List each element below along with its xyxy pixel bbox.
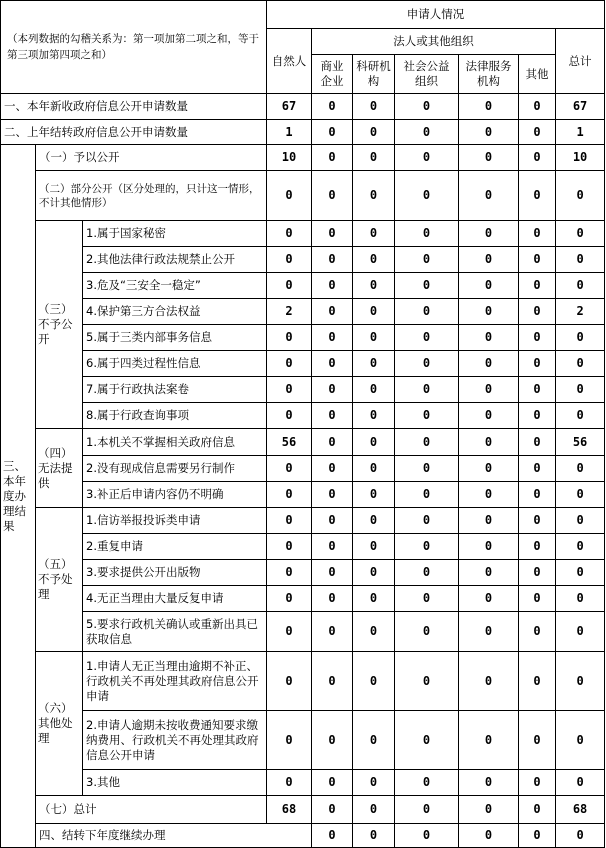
value-cell: 0 bbox=[267, 770, 312, 796]
value-cell: 0 bbox=[395, 377, 459, 403]
table-row bbox=[1, 403, 605, 429]
value-cell: 0 bbox=[556, 586, 605, 612]
value-cell: 0 bbox=[519, 403, 556, 429]
value-cell: 0 bbox=[312, 612, 353, 652]
value-cell: 0 bbox=[353, 770, 395, 796]
row-label: 5.要求行政机关确认或重新出具已获取信息 bbox=[83, 612, 267, 652]
value-cell: 0 bbox=[267, 652, 312, 711]
value-cell: 0 bbox=[459, 612, 519, 652]
table-row bbox=[1, 94, 605, 120]
row-label: 二、上年结转政府信息公开申请数量 bbox=[1, 120, 267, 145]
value-cell: 0 bbox=[395, 403, 459, 429]
value-cell: 0 bbox=[519, 796, 556, 824]
value-cell: 68 bbox=[556, 796, 605, 824]
value-cell: 0 bbox=[353, 377, 395, 403]
value-cell: 0 bbox=[395, 299, 459, 325]
value-cell: 0 bbox=[519, 456, 556, 482]
table-row bbox=[1, 120, 605, 145]
value-cell: 0 bbox=[395, 94, 459, 120]
value-cell: 0 bbox=[312, 711, 353, 770]
value-cell: 0 bbox=[353, 508, 395, 534]
value-cell: 0 bbox=[459, 534, 519, 560]
value-cell: 0 bbox=[353, 120, 395, 145]
table-row bbox=[1, 247, 605, 273]
value-cell: 0 bbox=[556, 456, 605, 482]
value-cell: 0 bbox=[459, 120, 519, 145]
value-cell: 0 bbox=[556, 221, 605, 247]
value-cell: 0 bbox=[395, 824, 459, 848]
value-cell: 0 bbox=[395, 351, 459, 377]
value-cell: 0 bbox=[519, 612, 556, 652]
value-cell: 67 bbox=[556, 94, 605, 120]
value-cell: 0 bbox=[395, 171, 459, 221]
value-cell: 0 bbox=[312, 560, 353, 586]
row-label: （一）予以公开 bbox=[36, 145, 267, 171]
value-cell: 0 bbox=[395, 711, 459, 770]
value-cell: 0 bbox=[395, 429, 459, 456]
value-cell: 0 bbox=[312, 456, 353, 482]
table-row bbox=[1, 482, 605, 508]
row-label: 2.没有现成信息需要另行制作 bbox=[83, 456, 267, 482]
value-cell: 0 bbox=[353, 560, 395, 586]
value-cell: 0 bbox=[519, 145, 556, 171]
value-cell: 0 bbox=[556, 247, 605, 273]
value-cell: 0 bbox=[556, 403, 605, 429]
table-row bbox=[1, 796, 605, 824]
value-cell: 0 bbox=[459, 299, 519, 325]
table-row bbox=[1, 456, 605, 482]
value-cell: 0 bbox=[267, 325, 312, 351]
row-label: 7.属于行政执法案卷 bbox=[83, 377, 267, 403]
table-row bbox=[1, 325, 605, 351]
value-cell: 0 bbox=[395, 652, 459, 711]
value-cell: 0 bbox=[395, 612, 459, 652]
value-cell: 0 bbox=[312, 247, 353, 273]
value-cell: 0 bbox=[267, 612, 312, 652]
table-row bbox=[1, 612, 605, 652]
value-cell: 0 bbox=[312, 482, 353, 508]
value-cell: 0 bbox=[519, 351, 556, 377]
row-label: 四、结转下年度继续办理 bbox=[36, 824, 312, 848]
value-cell: 0 bbox=[459, 145, 519, 171]
value-cell: 0 bbox=[459, 221, 519, 247]
value-cell: 0 bbox=[519, 247, 556, 273]
value-cell: 0 bbox=[519, 171, 556, 221]
value-cell: 0 bbox=[556, 824, 605, 848]
row-label: 5.属于三类内部事务信息 bbox=[83, 325, 267, 351]
value-cell: 0 bbox=[312, 325, 353, 351]
value-cell: 0 bbox=[395, 482, 459, 508]
group-label: （五）不予处理 bbox=[36, 508, 83, 652]
group-label: （六）其他处理 bbox=[36, 652, 83, 796]
other-header: 其他 bbox=[519, 55, 556, 94]
row-label: 3.危及“三安全一稳定” bbox=[83, 273, 267, 299]
value-cell: 0 bbox=[312, 120, 353, 145]
value-cell: 0 bbox=[353, 145, 395, 171]
table-row bbox=[1, 586, 605, 612]
value-cell: 0 bbox=[312, 586, 353, 612]
value-cell: 0 bbox=[353, 586, 395, 612]
value-cell: 0 bbox=[353, 456, 395, 482]
value-cell: 0 bbox=[312, 403, 353, 429]
table-row bbox=[1, 145, 605, 171]
value-cell: 1 bbox=[267, 120, 312, 145]
value-cell: 0 bbox=[312, 652, 353, 711]
value-cell: 0 bbox=[267, 586, 312, 612]
value-cell: 0 bbox=[556, 560, 605, 586]
legal-org-header: 法人或其他组织 bbox=[312, 29, 556, 55]
value-cell: 0 bbox=[353, 351, 395, 377]
value-cell: 0 bbox=[312, 508, 353, 534]
value-cell: 0 bbox=[395, 145, 459, 171]
value-cell: 0 bbox=[312, 429, 353, 456]
value-cell: 0 bbox=[459, 94, 519, 120]
value-cell: 0 bbox=[395, 273, 459, 299]
row-label: 2.其他法律行政法规禁止公开 bbox=[83, 247, 267, 273]
table-row bbox=[1, 824, 605, 848]
legal-service-header: 法律服务机构 bbox=[459, 55, 519, 94]
value-cell: 0 bbox=[353, 612, 395, 652]
value-cell: 0 bbox=[353, 482, 395, 508]
table-row bbox=[1, 429, 605, 456]
value-cell: 0 bbox=[556, 770, 605, 796]
table-row bbox=[1, 221, 605, 247]
value-cell: 0 bbox=[395, 247, 459, 273]
value-cell: 0 bbox=[556, 508, 605, 534]
value-cell: 0 bbox=[459, 273, 519, 299]
table-row bbox=[1, 770, 605, 796]
row-label: 4.无正当理由大量反复申请 bbox=[83, 586, 267, 612]
value-cell: 0 bbox=[395, 770, 459, 796]
value-cell: 0 bbox=[395, 534, 459, 560]
value-cell: 0 bbox=[459, 824, 519, 848]
value-cell: 0 bbox=[519, 586, 556, 612]
row-label: 4.保护第三方合法权益 bbox=[83, 299, 267, 325]
value-cell: 0 bbox=[267, 221, 312, 247]
row-label: 2.申请人逾期未按收费通知要求缴纳费用、行政机关不再处理其政府信息公开申请 bbox=[83, 711, 267, 770]
value-cell: 56 bbox=[267, 429, 312, 456]
value-cell: 0 bbox=[267, 377, 312, 403]
value-cell: 0 bbox=[267, 711, 312, 770]
value-cell: 0 bbox=[395, 221, 459, 247]
table-row bbox=[1, 652, 605, 711]
value-cell: 0 bbox=[459, 652, 519, 711]
value-cell: 0 bbox=[267, 351, 312, 377]
value-cell: 0 bbox=[519, 299, 556, 325]
value-cell: 0 bbox=[556, 612, 605, 652]
value-cell: 0 bbox=[395, 508, 459, 534]
row-label: 3.补正后申请内容仍不明确 bbox=[83, 482, 267, 508]
value-cell: 0 bbox=[353, 824, 395, 848]
value-cell: 0 bbox=[556, 351, 605, 377]
value-cell: 0 bbox=[556, 171, 605, 221]
value-cell: 0 bbox=[267, 482, 312, 508]
row-label: 6.属于四类过程性信息 bbox=[83, 351, 267, 377]
value-cell: 0 bbox=[267, 273, 312, 299]
value-cell: 0 bbox=[395, 456, 459, 482]
value-cell: 0 bbox=[353, 652, 395, 711]
value-cell: 0 bbox=[519, 221, 556, 247]
row-label: （二）部分公开（区分处理的，只计这一情形，不计其他情形） bbox=[36, 171, 267, 221]
value-cell: 0 bbox=[312, 299, 353, 325]
value-cell: 0 bbox=[459, 325, 519, 351]
relation-note: （本列数据的勾稽关系为：第一项加第二项之和，等于第三项加第四项之和） bbox=[1, 1, 267, 94]
row-label: 1.属于国家秘密 bbox=[83, 221, 267, 247]
value-cell: 0 bbox=[395, 120, 459, 145]
value-cell: 0 bbox=[312, 145, 353, 171]
value-cell: 0 bbox=[519, 120, 556, 145]
value-cell: 0 bbox=[556, 711, 605, 770]
value-cell: 0 bbox=[519, 560, 556, 586]
value-cell: 2 bbox=[267, 299, 312, 325]
value-cell: 0 bbox=[353, 403, 395, 429]
value-cell: 0 bbox=[312, 377, 353, 403]
value-cell: 0 bbox=[353, 221, 395, 247]
research-header: 科研机构 bbox=[353, 55, 395, 94]
table-row bbox=[1, 560, 605, 586]
value-cell: 0 bbox=[459, 377, 519, 403]
value-cell: 0 bbox=[459, 403, 519, 429]
value-cell: 0 bbox=[267, 560, 312, 586]
table-row bbox=[1, 711, 605, 770]
table-row bbox=[1, 299, 605, 325]
table-row bbox=[1, 534, 605, 560]
value-cell: 10 bbox=[267, 145, 312, 171]
value-cell: 0 bbox=[312, 824, 353, 848]
value-cell: 0 bbox=[267, 534, 312, 560]
row-label: 1.申请人无正当理由逾期不补正、行政机关不再处理其政府信息公开申请 bbox=[83, 652, 267, 711]
value-cell: 0 bbox=[312, 171, 353, 221]
value-cell: 0 bbox=[459, 351, 519, 377]
value-cell: 0 bbox=[556, 273, 605, 299]
value-cell: 0 bbox=[312, 221, 353, 247]
value-cell: 0 bbox=[267, 403, 312, 429]
value-cell: 0 bbox=[395, 560, 459, 586]
value-cell: 0 bbox=[459, 586, 519, 612]
value-cell: 0 bbox=[459, 508, 519, 534]
row-label: （七）总计 bbox=[36, 796, 267, 824]
value-cell: 0 bbox=[353, 247, 395, 273]
row-label: 2.重复申请 bbox=[83, 534, 267, 560]
value-cell: 0 bbox=[519, 508, 556, 534]
value-cell: 0 bbox=[459, 429, 519, 456]
value-cell: 10 bbox=[556, 145, 605, 171]
value-cell: 0 bbox=[459, 711, 519, 770]
value-cell: 0 bbox=[519, 94, 556, 120]
row-label: 3.要求提供公开出版物 bbox=[83, 560, 267, 586]
value-cell: 0 bbox=[395, 586, 459, 612]
row-label: 一、本年新收政府信息公开申请数量 bbox=[1, 94, 267, 120]
value-cell: 0 bbox=[519, 770, 556, 796]
value-cell: 0 bbox=[519, 377, 556, 403]
value-cell: 1 bbox=[556, 120, 605, 145]
value-cell: 0 bbox=[556, 325, 605, 351]
row-label: 3.其他 bbox=[83, 770, 267, 796]
value-cell: 56 bbox=[556, 429, 605, 456]
group-label: （四）无法提供 bbox=[36, 429, 83, 508]
value-cell: 0 bbox=[556, 534, 605, 560]
value-cell: 0 bbox=[353, 534, 395, 560]
value-cell: 0 bbox=[395, 325, 459, 351]
value-cell: 0 bbox=[519, 711, 556, 770]
value-cell: 0 bbox=[267, 171, 312, 221]
value-cell: 0 bbox=[312, 94, 353, 120]
value-cell: 0 bbox=[353, 299, 395, 325]
public-welfare-header: 社会公益组织 bbox=[395, 55, 459, 94]
value-cell: 0 bbox=[267, 456, 312, 482]
value-cell: 0 bbox=[519, 534, 556, 560]
applicant-header: 申请人情况 bbox=[267, 1, 605, 29]
table-row bbox=[1, 377, 605, 403]
value-cell: 0 bbox=[353, 796, 395, 824]
value-cell: 0 bbox=[519, 482, 556, 508]
value-cell: 0 bbox=[459, 247, 519, 273]
value-cell: 0 bbox=[519, 824, 556, 848]
value-cell: 0 bbox=[459, 796, 519, 824]
table-row bbox=[1, 273, 605, 299]
value-cell: 0 bbox=[556, 377, 605, 403]
table-row bbox=[1, 171, 605, 221]
value-cell: 0 bbox=[353, 325, 395, 351]
value-cell: 0 bbox=[519, 325, 556, 351]
value-cell: 0 bbox=[519, 273, 556, 299]
value-cell: 68 bbox=[267, 796, 312, 824]
value-cell: 0 bbox=[353, 711, 395, 770]
value-cell: 0 bbox=[353, 171, 395, 221]
value-cell: 0 bbox=[267, 508, 312, 534]
value-cell: 0 bbox=[312, 273, 353, 299]
value-cell: 67 bbox=[267, 94, 312, 120]
natural-person-header: 自然人 bbox=[267, 29, 312, 94]
row-label: 8.属于行政查询事项 bbox=[83, 403, 267, 429]
total-header: 总计 bbox=[556, 29, 605, 94]
value-cell: 0 bbox=[395, 796, 459, 824]
value-cell: 0 bbox=[459, 560, 519, 586]
section-three-label: 三、本年度办理结果 bbox=[1, 145, 36, 848]
value-cell: 0 bbox=[519, 652, 556, 711]
value-cell: 0 bbox=[267, 247, 312, 273]
value-cell: 0 bbox=[312, 534, 353, 560]
row-label: 1.信访举报投诉类申请 bbox=[83, 508, 267, 534]
value-cell: 0 bbox=[353, 94, 395, 120]
table-row bbox=[1, 508, 605, 534]
group-label: （三）不予公开 bbox=[36, 221, 83, 429]
value-cell: 0 bbox=[459, 770, 519, 796]
value-cell: 0 bbox=[312, 351, 353, 377]
value-cell: 0 bbox=[519, 429, 556, 456]
value-cell: 0 bbox=[459, 456, 519, 482]
value-cell: 0 bbox=[353, 273, 395, 299]
row-label: 1.本机关不掌握相关政府信息 bbox=[83, 429, 267, 456]
value-cell: 0 bbox=[556, 482, 605, 508]
value-cell: 2 bbox=[556, 299, 605, 325]
business-header: 商业企业 bbox=[312, 55, 353, 94]
value-cell: 0 bbox=[459, 171, 519, 221]
value-cell: 0 bbox=[459, 482, 519, 508]
table-row bbox=[1, 351, 605, 377]
value-cell: 0 bbox=[556, 652, 605, 711]
value-cell: 0 bbox=[312, 796, 353, 824]
value-cell: 0 bbox=[353, 429, 395, 456]
value-cell: 0 bbox=[312, 770, 353, 796]
